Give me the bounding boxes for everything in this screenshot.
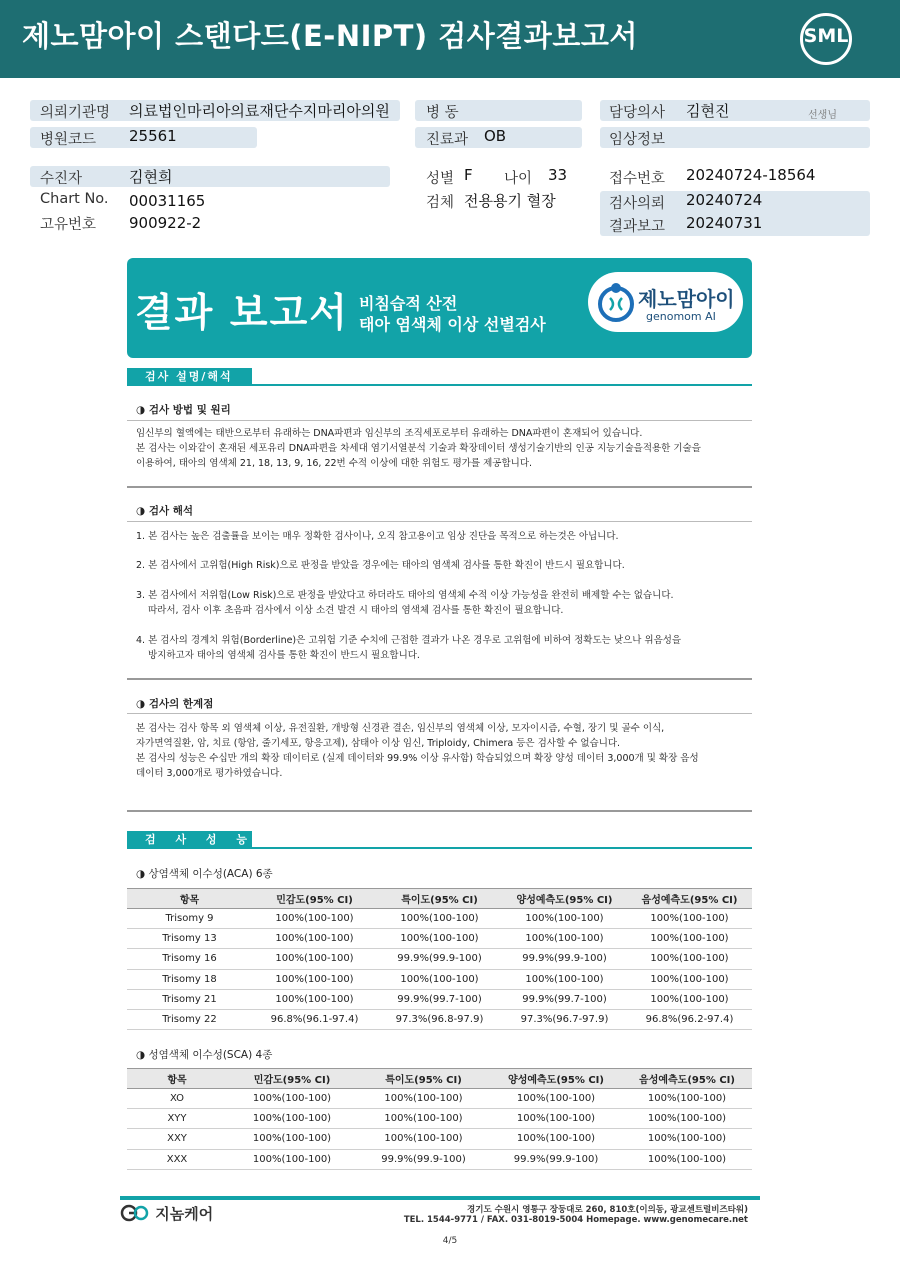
- method-line-2: 본 검사는 이와같이 혼재된 세포유리 DNA파편을 차세대 염기서열분석 기술과 확장데이터 생성기술기반의 인공 지능기술을적용한 기술을: [136, 443, 701, 454]
- table-cell: 100%(100-100): [357, 1129, 490, 1149]
- table-cell: 100%(100-100): [252, 929, 377, 949]
- genomecare-logo: [120, 1203, 213, 1224]
- interp-item-4a: 4. 본 검사의 경계치 위험(Borderline)은 고위험 기준 수치에 근접한 결과가 나온 경우로 고위험에 비하여 정확도는 낮으나 위음성을: [136, 635, 682, 646]
- table-cell: 100%(100-100): [227, 1149, 357, 1169]
- table-cell: 100%(100-100): [622, 1149, 752, 1169]
- dept-label: 진료과: [426, 132, 469, 148]
- col-header-ppv: 양성예측도(95% CI): [490, 1069, 622, 1089]
- genomom-emblem-icon: [596, 280, 636, 324]
- table-cell: 100%(100-100): [622, 1089, 752, 1109]
- divider: [127, 420, 752, 421]
- table-cell: Trisomy 18: [127, 969, 252, 989]
- table-cell: 100%(100-100): [502, 909, 627, 929]
- receipt-value: 20240724-18564: [686, 166, 816, 184]
- specimen-label: 검체: [426, 195, 455, 211]
- interp-title: ◑ 검사 해석: [136, 505, 194, 517]
- table-cell: 100%(100-100): [227, 1089, 357, 1109]
- aca-title: ◑ 상염색체 이수성(ACA) 6종: [136, 868, 273, 880]
- table-row: [127, 949, 752, 969]
- col-header-npv: 음성예측도(95% CI): [627, 889, 752, 909]
- col-header-item: 항목: [127, 889, 252, 909]
- interp-item-3a: 3. 본 검사에서 저위험(Low Risk)으로 판정을 받았다고 하더라도 태아의 염색체 수적 이상 가능성을 완전히 배제할 수는 없습니다.: [136, 590, 674, 601]
- col-header-npv: 음성예측도(95% CI): [622, 1069, 752, 1089]
- doctor-suffix: 선생님: [808, 110, 837, 121]
- table-cell: 100%(100-100): [622, 1129, 752, 1149]
- table-cell: 99.9%(99.9-100): [377, 949, 502, 969]
- table-cell: XXX: [127, 1149, 227, 1169]
- genomecare-logo-text: 지놈케어: [155, 1205, 214, 1223]
- sex-value: F: [464, 166, 473, 184]
- table-cell: 100%(100-100): [252, 989, 377, 1009]
- footer-line: [120, 1196, 760, 1200]
- table-cell: 100%(100-100): [502, 929, 627, 949]
- interp-item-3b: 따라서, 검사 이후 초음파 검사에서 이상 소견 발견 시 태아의 염색체 검사를 통한 확진이 필요합니다.: [148, 605, 564, 616]
- section-line-description: [127, 384, 752, 386]
- col-header-specificity: 특이도(95% CI): [357, 1069, 490, 1089]
- aca-table: [127, 888, 752, 1030]
- request-label: 검사의뢰: [609, 196, 666, 212]
- report-value: 20240731: [686, 214, 763, 232]
- table-row: [127, 1089, 752, 1109]
- result-banner: [127, 258, 752, 358]
- divider: [127, 486, 752, 488]
- divider: [127, 713, 752, 714]
- ward-label: 병 동: [426, 105, 459, 121]
- age-label: 나이: [504, 171, 533, 187]
- genomom-logo: [588, 272, 743, 332]
- table-cell: 100%(100-100): [227, 1129, 357, 1149]
- sex-label: 성별: [426, 171, 455, 187]
- table-cell: 100%(100-100): [627, 989, 752, 1009]
- table-row: [127, 969, 752, 989]
- table-cell: 99.9%(99.7-100): [377, 989, 502, 1009]
- receipt-label: 접수번호: [609, 171, 666, 187]
- table-cell: 100%(100-100): [377, 929, 502, 949]
- sca-title: ◑ 성염색체 이수성(SCA) 4종: [136, 1049, 273, 1061]
- institution-value: 의료법인마리아의료재단수지마리아의원: [129, 102, 390, 120]
- table-cell: Trisomy 21: [127, 989, 252, 1009]
- table-cell: 100%(100-100): [377, 909, 502, 929]
- section-line-performance: [127, 847, 752, 849]
- table-cell: 96.8%(96.2-97.4): [627, 1009, 752, 1029]
- interp-item-1: 1. 본 검사는 높은 검출률을 보이는 매우 정확한 검사이나, 오직 참고용이고 임상 진단을 목적으로 하는것은 아닙니다.: [136, 531, 619, 542]
- divider: [127, 810, 752, 812]
- patient-shade: [30, 166, 390, 187]
- genomecare-emblem-icon: [120, 1204, 150, 1222]
- divider: [127, 521, 752, 522]
- sca-header-row: [127, 1069, 752, 1089]
- chart-label: Chart No.: [40, 191, 109, 207]
- unique-value: 900922-2: [129, 214, 202, 232]
- method-line-1: 임신부의 혈액에는 태반으로부터 유래하는 DNA파편과 임신부의 조직세포로부터 유래하는 DNA파편이 혼재되어 있습니다.: [136, 428, 643, 439]
- table-cell: Trisomy 13: [127, 929, 252, 949]
- col-header-item: 항목: [127, 1069, 227, 1089]
- table-cell: 100%(100-100): [252, 969, 377, 989]
- page-number: 4/5: [442, 1236, 458, 1246]
- table-row: [127, 1109, 752, 1129]
- method-title: ◑ 검사 방법 및 원리: [136, 404, 231, 416]
- sml-logo: [800, 13, 852, 65]
- footer-contact: TEL. 1544-9771 / FAX. 031-8019-5004 Homepage. www.genomecare.net: [403, 1215, 748, 1225]
- table-row: [127, 1009, 752, 1029]
- limit-line-1: 본 검사는 검사 항목 외 염색체 이상, 유전질환, 개방형 신경관 결손, 임신부의 염색체 이상, 모자이시즘, 수혈, 장기 및 골수 이식,: [136, 723, 665, 734]
- interp-item-4b: 방지하고자 태아의 염색체 검사를 통한 확진이 반드시 필요합니다.: [148, 650, 420, 661]
- genomom-logo-name: 제노맘아이: [638, 287, 735, 311]
- aca-header-row: [127, 889, 752, 909]
- doctor-label: 담당의사: [609, 105, 666, 121]
- table-cell: Trisomy 9: [127, 909, 252, 929]
- hospital-code-label: 병원코드: [40, 132, 97, 148]
- table-cell: 100%(100-100): [622, 1109, 752, 1129]
- dept-value: OB: [484, 127, 507, 145]
- table-cell: 100%(100-100): [377, 969, 502, 989]
- table-cell: 99.9%(99.7-100): [502, 989, 627, 1009]
- table-cell: 97.3%(96.7-97.9): [502, 1009, 627, 1029]
- patient-value: 김현희: [129, 168, 173, 186]
- section-tab-performance: 검 사 성 능: [127, 831, 252, 848]
- table-cell: 100%(100-100): [357, 1109, 490, 1129]
- banner-subtitle-2: 태아 염색체 이상 선별검사: [359, 315, 546, 334]
- age-value: 33: [548, 166, 568, 184]
- limit-line-4: 데이터 3,000개로 평가하였습니다.: [136, 768, 283, 779]
- table-row: [127, 1129, 752, 1149]
- unique-label: 고유번호: [40, 217, 97, 233]
- top-header-bar: [0, 0, 900, 78]
- method-line-3: 이용하여, 태아의 염색체 21, 18, 13, 9, 16, 22번 수적 이상에 대한 위험도 평가를 제공합니다.: [136, 458, 533, 469]
- page-title: 제노맘아이 스탠다드(E-NIPT) 검사결과보고서: [22, 19, 638, 53]
- chart-value: 00031165: [129, 192, 206, 210]
- clinical-label: 임상정보: [609, 132, 666, 148]
- table-cell: 100%(100-100): [627, 949, 752, 969]
- hospital-code-value: 25561: [129, 127, 177, 145]
- limit-line-3: 본 검사의 성능은 수십만 개의 확장 데이터로 (실제 데이터와 99.9% 이상 유사함) 학습되었으며 확장 양성 데이터 3,000개 및 확장 음성: [136, 753, 699, 764]
- col-header-specificity: 특이도(95% CI): [377, 889, 502, 909]
- table-row: [127, 1149, 752, 1169]
- table-cell: 100%(100-100): [627, 929, 752, 949]
- patient-label: 수진자: [40, 171, 83, 187]
- col-header-sensitivity: 민감도(95% CI): [252, 889, 377, 909]
- interp-item-2: 2. 본 검사에서 고위험(High Risk)으로 판정을 받았을 경우에는 태아의 염색체 검사를 통한 확진이 반드시 필요합니다.: [136, 560, 625, 571]
- table-row: [127, 929, 752, 949]
- col-header-sensitivity: 민감도(95% CI): [227, 1069, 357, 1089]
- footer-address: 경기도 수원시 영통구 장둥대로 260, 810호(이의동, 광교센트럴비즈타워): [467, 1205, 748, 1215]
- institution-label: 의뢰기관명: [40, 105, 111, 121]
- banner-subtitle-1: 비침습적 산전: [359, 294, 458, 313]
- doctor-value: 김현진: [686, 102, 730, 120]
- table-cell: 100%(100-100): [252, 949, 377, 969]
- table-cell: XYY: [127, 1109, 227, 1129]
- table-row: [127, 989, 752, 1009]
- sca-table: [127, 1068, 752, 1170]
- specimen-value: 전용용기 혈장: [464, 192, 556, 210]
- request-value: 20240724: [686, 191, 763, 209]
- table-cell: 99.9%(99.9-100): [490, 1149, 622, 1169]
- sml-logo-text: SML: [803, 25, 849, 47]
- table-cell: 99.9%(99.9-100): [502, 949, 627, 969]
- limit-title: ◑ 검사의 한계점: [136, 698, 214, 710]
- table-row: [127, 909, 752, 929]
- table-cell: XXY: [127, 1129, 227, 1149]
- divider: [127, 678, 752, 680]
- table-cell: 97.3%(96.8-97.9): [377, 1009, 502, 1029]
- limit-line-2: 자가면역질환, 암, 치료 (항암, 줄기세포, 항응고제), 삼태아 이상 임신, Triploidy, Chimera 등은 검사할 수 없습니다.: [136, 738, 621, 749]
- genomom-logo-eng: genomom AI: [646, 310, 716, 323]
- table-cell: 99.9%(99.9-100): [357, 1149, 490, 1169]
- table-cell: 100%(100-100): [627, 909, 752, 929]
- table-cell: 100%(100-100): [252, 909, 377, 929]
- table-cell: 100%(100-100): [227, 1109, 357, 1129]
- table-cell: 100%(100-100): [502, 969, 627, 989]
- report-label: 결과보고: [609, 219, 666, 235]
- table-cell: 100%(100-100): [627, 969, 752, 989]
- col-header-ppv: 양성예측도(95% CI): [502, 889, 627, 909]
- table-cell: Trisomy 22: [127, 1009, 252, 1029]
- table-cell: Trisomy 16: [127, 949, 252, 969]
- table-cell: 96.8%(96.1-97.4): [252, 1009, 377, 1029]
- table-cell: XO: [127, 1089, 227, 1109]
- table-cell: 100%(100-100): [490, 1089, 622, 1109]
- table-cell: 100%(100-100): [490, 1109, 622, 1129]
- section-tab-description: 검사 설명/해석: [127, 368, 252, 385]
- table-cell: 100%(100-100): [357, 1089, 490, 1109]
- banner-title: 결과 보고서: [135, 291, 349, 336]
- table-cell: 100%(100-100): [490, 1129, 622, 1149]
